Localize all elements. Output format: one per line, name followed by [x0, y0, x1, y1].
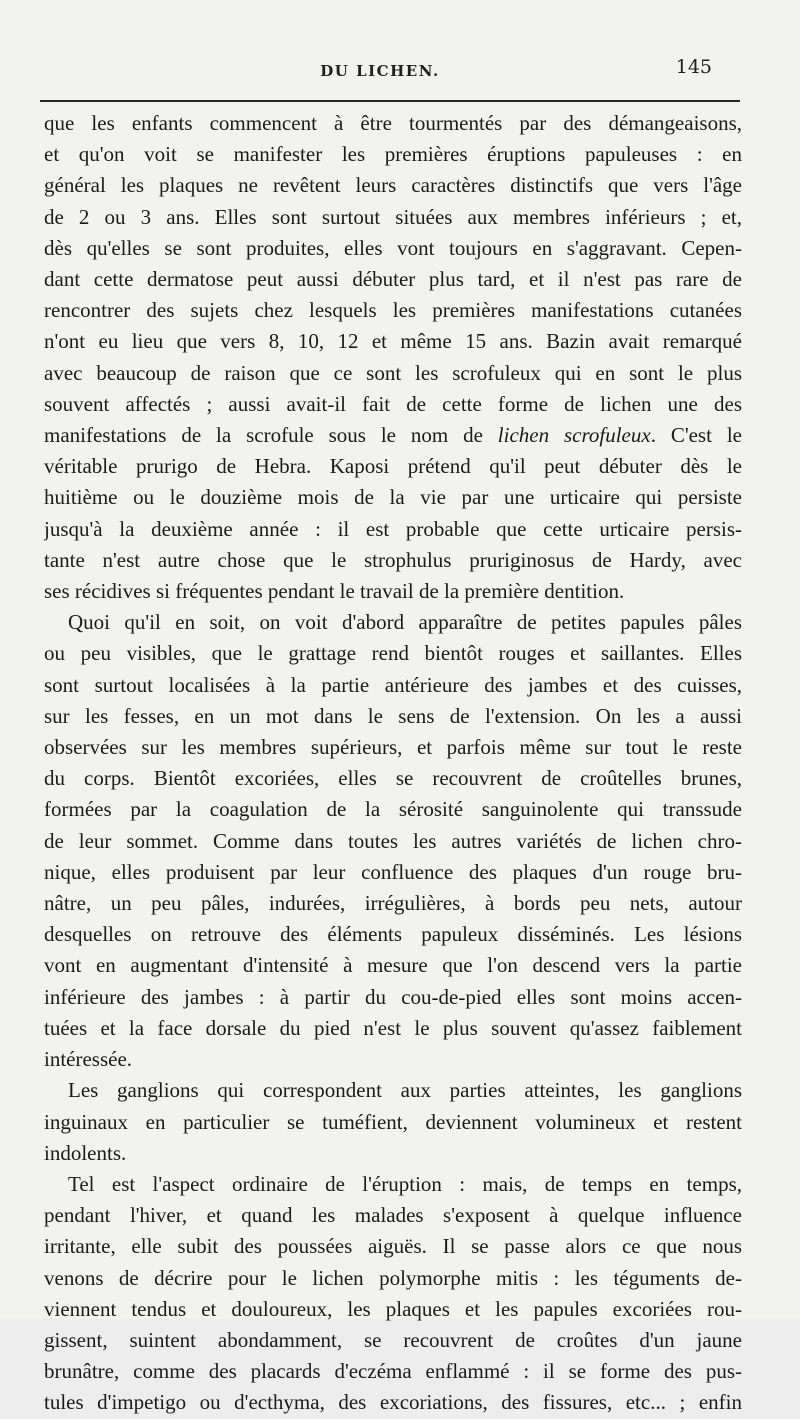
- text-line: ou peu visibles, que le grattage rend bientôt rouges et saillantes. Elles: [44, 641, 742, 666]
- text-line: souvent affectés ; aussi avait-il fait de cette forme de lichen une des: [44, 391, 742, 416]
- text-line: manifestations de la scrofule sous le nom de lichen scrofuleux. C'est le: [44, 423, 742, 448]
- text-line: Quoi qu'il en soit, on voit d'abord apparaître de petites papules pâles: [68, 610, 742, 635]
- text-line: vont en augmentant d'intensité à mesure que l'on descend vers la partie: [44, 953, 742, 978]
- text-line: de leur sommet. Comme dans toutes les autres variétés de lichen chro-: [44, 828, 742, 853]
- text-line: venons de décrire pour le lichen polymorphe mitis : les téguments de-: [44, 1265, 742, 1290]
- paragraph-3: [44, 1075, 742, 1169]
- text-line: véritable prurigo de Hebra. Kaposi prétend qu'il peut débuter dès le: [44, 454, 742, 479]
- text-line: intéressée.: [44, 1047, 133, 1072]
- text-line: ses récidives si fréquentes pendant le travail de la première dentition.: [44, 579, 625, 604]
- text-line: pendant l'hiver, et quand les malades s'exposent à quelque influence: [44, 1203, 742, 1228]
- text-line: viennent tendus et douloureux, les plaques et les papules excoriées rou-: [44, 1296, 742, 1321]
- text-line: Tel est l'aspect ordinaire de l'éruption : mais, de temps en temps,: [68, 1171, 742, 1196]
- text-line: inférieure des jambes : à partir du cou-de-pied elles sont moins accen-: [44, 984, 742, 1009]
- text-line: tuées et la face dorsale du pied n'est le plus souvent qu'assez faiblement: [44, 1015, 742, 1040]
- text-line: général les plaques ne revêtent leurs caractères distinctifs que vers l'âge: [44, 173, 742, 198]
- text-line: observées sur les membres supérieurs, et parfois même sur tout le reste: [44, 735, 742, 760]
- text-line: n'ont eu lieu que vers 8, 10, 12 et même 15 ans. Bazin avait remarqué: [44, 329, 742, 354]
- text-line: tules d'impetigo ou d'ecthyma, des excoriations, des fissures, etc... ; enfin: [44, 1390, 742, 1415]
- text-line: Les ganglions qui correspondent aux parties atteintes, les ganglions: [68, 1078, 742, 1103]
- text-line: rencontrer des sujets chez lesquels les premières manifestations cutanées: [44, 298, 742, 323]
- text-line: dès qu'elles se sont produites, elles vont toujours en s'aggravant. Cepen-: [44, 235, 742, 260]
- text-line: gissent, suintent abondamment, se recouvrent de croûtes d'un jaune: [44, 1327, 742, 1352]
- text-line: inguinaux en particulier se tuméfient, deviennent volumineux et restent: [44, 1109, 742, 1134]
- italic-term: lichen scrofuleux: [497, 423, 651, 448]
- text-line: formées par la coagulation de la sérosité sanguinolente qui transsude: [44, 797, 742, 822]
- text-line: nâtre, un peu pâles, indurées, irrégulières, à bords peu nets, autour: [44, 891, 742, 916]
- page-number: 145: [675, 56, 712, 78]
- text-line: jusqu'à la deuxième année : il est probable que cette urticaire persis-: [44, 516, 742, 541]
- text-line: indolents.: [44, 1140, 127, 1165]
- text-line: nique, elles produisent par leur confluence des plaques d'un rouge bru-: [44, 859, 742, 884]
- running-title: DU LICHEN.: [320, 62, 440, 80]
- text-line: avec beaucoup de raison que ce sont les scrofuleux qui en sont le plus: [44, 360, 742, 385]
- text-line: du corps. Bientôt excoriées, elles se recouvrent de croûtelles brunes,: [44, 766, 742, 791]
- paragraph-4: [44, 1169, 742, 1419]
- text-line: desquelles on retrouve des éléments papuleux disséminés. Les lésions: [44, 922, 742, 947]
- text-line: tante n'est autre chose que le strophulus pruriginosus de Hardy, avec: [44, 547, 742, 572]
- text-line: irritante, elle subit des poussées aiguës. Il se passe alors ce que nous: [44, 1234, 742, 1259]
- text-line: que les enfants commencent à être tourmentés par des démangeaisons,: [44, 111, 742, 135]
- text-line: brunâtre, comme des placards d'eczéma enflammé : il se forme des pus-: [44, 1359, 742, 1384]
- text-line: et qu'on voit se manifester les premières éruptions papuleuses : en: [44, 142, 742, 167]
- text-line: sur les fesses, en un mot dans le sens de l'extension. On les a aussi: [44, 703, 742, 728]
- text-line: dant cette dermatose peut aussi débuter plus tard, et il n'est pas rare de: [44, 267, 742, 292]
- header-rule: [40, 100, 740, 102]
- text-line: huitième ou le douzième mois de la vie par une urticaire qui persiste: [44, 485, 742, 510]
- text-line: de 2 ou 3 ans. Elles sont surtout situées aux membres inférieurs ; et,: [44, 204, 742, 229]
- paragraph-1: [44, 108, 742, 607]
- text-line: sont surtout localisées à la partie antérieure des jambes et des cuisses,: [44, 672, 742, 697]
- body-text: [44, 108, 742, 1419]
- paragraph-2: [44, 607, 742, 1075]
